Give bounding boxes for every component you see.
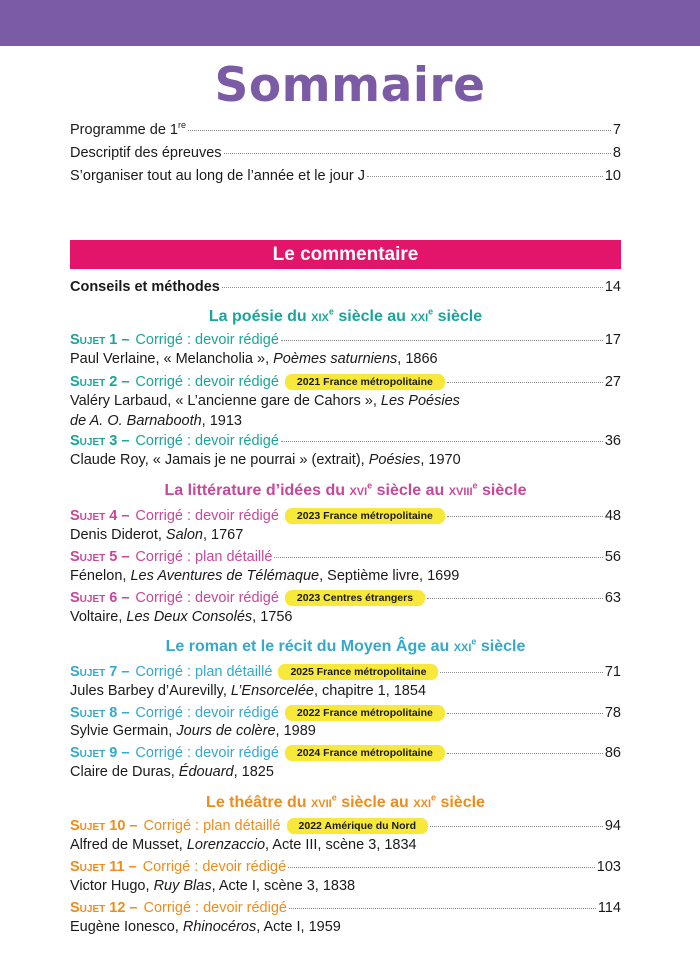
toc-entry-label: Descriptif des épreuves: [70, 145, 222, 161]
sujet-description: Denis Diderot, Salon, 1767: [70, 527, 244, 543]
dot-leader: [447, 753, 603, 754]
toc-entry-sujet-1[interactable]: [70, 330, 621, 350]
sujet-number: Sujet 3 –: [70, 433, 130, 449]
sujet-type: Corrigé : devoir rédigé: [135, 590, 279, 606]
dot-leader: [274, 557, 602, 558]
toc-page-number: 27: [604, 374, 621, 390]
sujet-number: Sujet 10 –: [70, 818, 138, 834]
toc-page-number: 17: [604, 332, 621, 348]
dot-leader: [440, 672, 602, 673]
dot-leader: [447, 516, 603, 517]
toc-entry-sujet-8[interactable]: [70, 703, 621, 723]
section-heading-roman: Le roman et le récit du Moyen Âge au xxi$^e$ siècle: [165, 636, 526, 655]
sujet-type: Corrigé : plan détaillé: [143, 818, 281, 834]
toc-page-number: 86: [604, 745, 621, 761]
dot-leader: [430, 826, 603, 827]
toc-entry-sujet-7[interactable]: [70, 662, 621, 682]
toc-page-number: 36: [604, 433, 621, 449]
dot-leader: [288, 867, 595, 868]
toc-entry-programme[interactable]: [70, 120, 621, 140]
toc-page-number: 48: [604, 508, 621, 524]
toc-page-number: 7: [612, 122, 621, 138]
exam-badge: 2021 France métropolitaine: [285, 374, 445, 390]
toc-entry-sujet-11[interactable]: [70, 857, 621, 877]
toc-page-number: 8: [612, 145, 621, 161]
sujet-type: Corrigé : devoir rédigé: [135, 332, 279, 348]
sujet-type: Corrigé : plan détaillé: [135, 549, 273, 565]
sujet-number: Sujet 12 –: [70, 900, 138, 916]
toc-entry-descriptif[interactable]: [70, 143, 621, 163]
sujet-number: Sujet 4 –: [70, 508, 130, 524]
exam-badge: 2023 Centres étrangers: [285, 590, 425, 606]
toc-page-number: 94: [604, 818, 621, 834]
sujet-type: Corrigé : devoir rédigé: [135, 433, 279, 449]
dot-leader: [367, 176, 603, 177]
sujet-description: Claude Roy, « Jamais je ne pourrai » (extrait), Poésies, 1970: [70, 452, 461, 468]
sujet-type: Corrigé : devoir rédigé: [135, 745, 279, 761]
toc-page-number: 103: [596, 859, 621, 875]
dot-leader: [447, 713, 603, 714]
page-title: Sommaire: [214, 58, 486, 113]
sujet-number: Sujet 7 –: [70, 664, 130, 680]
toc-entry-sujet-12[interactable]: [70, 898, 621, 918]
sujet-description: Fénelon, Les Aventures de Télémaque, Septième livre, 1699: [70, 568, 460, 584]
sujet-description: Voltaire, Les Deux Consolés, 1756: [70, 609, 293, 625]
dot-leader: [224, 153, 611, 154]
sujet-number: Sujet 8 –: [70, 705, 130, 721]
section-heading-theatre: Le théâtre du xvii$^e$ siècle au xxi$^e$ siècle: [206, 792, 485, 811]
toc-page-number: 10: [604, 168, 621, 184]
toc-entry-label: Conseils et méthodes: [70, 279, 220, 295]
sujet-number: Sujet 2 –: [70, 374, 130, 390]
dot-leader: [427, 598, 603, 599]
toc-page-number: 71: [604, 664, 621, 680]
exam-badge: 2022 Amérique du Nord: [287, 818, 428, 834]
sujet-description: Paul Verlaine, « Melancholia », Poèmes saturniens, 1866: [70, 351, 438, 367]
toc-page-number: 114: [597, 900, 621, 916]
toc-entry-label: Programme de 1re: [70, 120, 187, 138]
toc-entry-label: S’organiser tout au long de l’année et le jour J: [70, 168, 366, 184]
section-heading-litterature-idees: La littérature d’idées du xvi$^e$ siècle au xviii$^e$ siècle: [164, 480, 527, 499]
sujet-type: Corrigé : devoir rédigé: [135, 508, 279, 524]
toc-entry-conseils[interactable]: [70, 277, 621, 297]
toc-entry-sujet-9[interactable]: [70, 743, 621, 763]
dot-leader: [281, 441, 603, 442]
sujet-number: Sujet 11 –: [70, 859, 137, 875]
dot-leader: [447, 382, 603, 383]
sujet-description: Claire de Duras, Édouard, 1825: [70, 764, 274, 780]
toc-entry-sujet-2[interactable]: [70, 372, 621, 392]
section-heading-poesie: La poésie du xix$^e$ siècle au xxi$^e$ siècle: [208, 306, 483, 325]
dot-leader: [289, 908, 596, 909]
exam-badge: 2025 France métropolitaine: [278, 664, 438, 680]
toc-page-number: 78: [604, 705, 621, 721]
header-bar: [0, 0, 700, 46]
sujet-type: Corrigé : devoir rédigé: [135, 374, 279, 390]
sujet-description: Jules Barbey d’Aurevilly, L’Ensorcelée, chapitre 1, 1854: [70, 683, 427, 699]
toc-entry-sujet-6[interactable]: [70, 588, 621, 608]
sujet-description: Sylvie Germain, Jours de colère, 1989: [70, 723, 316, 739]
toc-entry-sujet-5[interactable]: [70, 547, 621, 567]
sujet-description: Eugène Ionesco, Rhinocéros, Acte I, 1959: [70, 919, 341, 935]
dot-leader: [281, 340, 603, 341]
toc-entry-sujet-10[interactable]: [70, 816, 621, 836]
exam-badge: 2022 France métropolitaine: [285, 705, 445, 721]
dot-leader: [188, 130, 611, 131]
sujet-number: Sujet 9 –: [70, 745, 130, 761]
sujet-description: Victor Hugo, Ruy Blas, Acte I, scène 3, 1838: [70, 878, 356, 894]
section-banner: Le commentaire: [70, 240, 621, 269]
sujet-type: Corrigé : devoir rédigé: [143, 900, 287, 916]
dot-leader: [222, 287, 603, 288]
toc-entry-organiser[interactable]: [70, 166, 621, 186]
toc-entry-sujet-3[interactable]: [70, 431, 621, 451]
sujet-description: Alfred de Musset, Lorenzaccio, Acte III, scène 3, 1834: [70, 837, 417, 853]
toc-page-number: 14: [604, 279, 621, 295]
sujet-number: Sujet 5 –: [70, 549, 130, 565]
toc-entry-sujet-4[interactable]: [70, 506, 621, 526]
exam-badge: 2023 France métropolitaine: [285, 508, 445, 524]
sujet-type: Corrigé : devoir rédigé: [135, 705, 279, 721]
sujet-description: Valéry Larbaud, « L’ancienne gare de Cahors », Les Poésies de A. O. Barnabooth, 1913: [70, 393, 460, 429]
sujet-type: Corrigé : devoir rédigé: [142, 859, 287, 875]
sujet-number: Sujet 1 –: [70, 332, 130, 348]
exam-badge: 2024 France métropolitaine: [285, 745, 445, 761]
sujet-type: Corrigé : plan détaillé: [135, 664, 273, 680]
sujet-number: Sujet 6 –: [70, 590, 130, 606]
toc-page-number: 56: [604, 549, 621, 565]
toc-page-number: 63: [604, 590, 621, 606]
